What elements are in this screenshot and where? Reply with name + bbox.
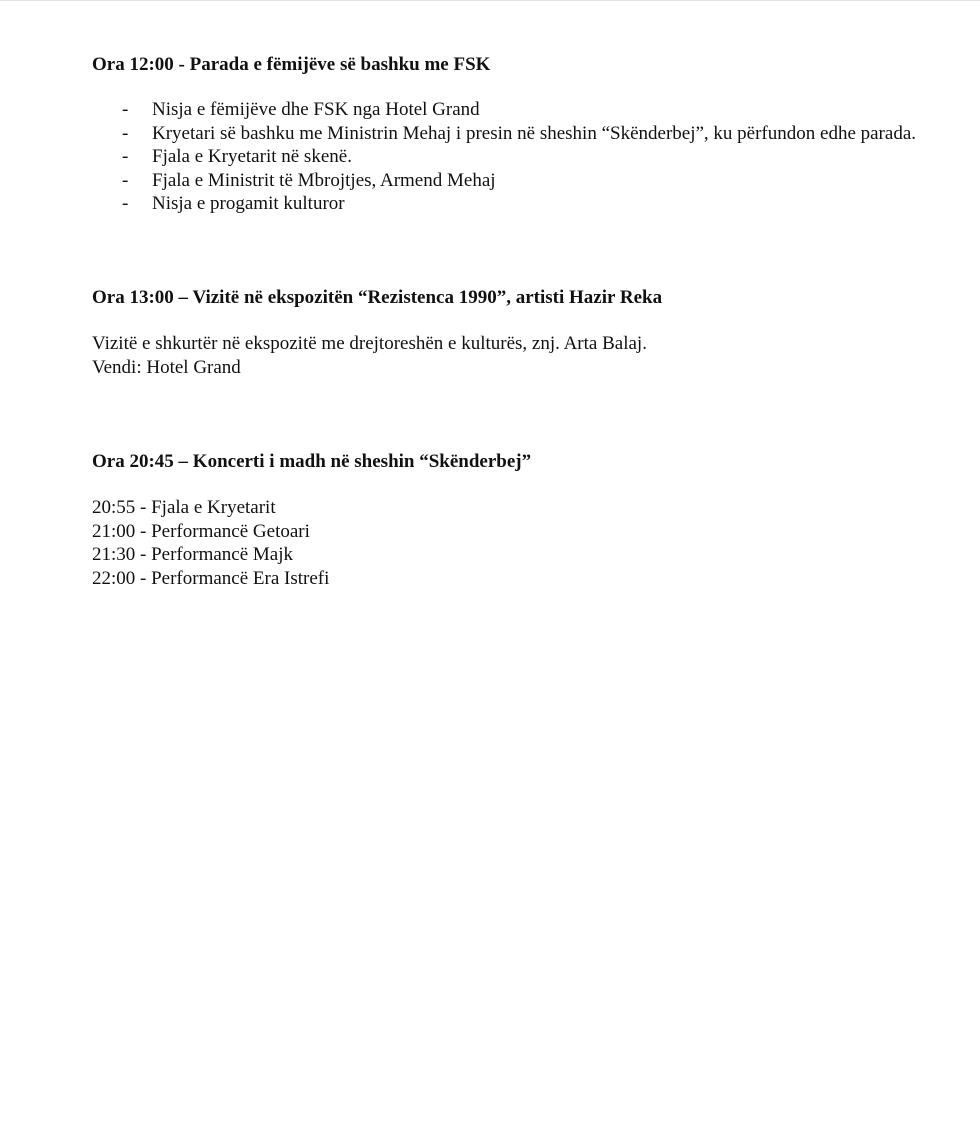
list-item [92,192,920,216]
schedule-line: 21:00 - Performancë Getoari [92,520,310,542]
body-line: Vendi: Hotel Grand [92,356,241,378]
list-item [92,169,920,193]
bullet-dash: - [122,99,129,120]
bullet-dash: - [122,122,129,144]
section-heading: Ora 12:00 - Parada e fëmijëve së bashku me FSK [92,54,491,75]
body-line: Vizitë e shkurtër në ekspozitë me drejtoreshën e kulturës, znj. Arta Balaj. [92,333,647,354]
section-parade [92,53,920,216]
section-heading: Ora 13:00 – Vizitë në ekspozitën “Rezistenca 1990”, artisti Hazir Reka [92,287,663,308]
section-exhibition [92,286,920,379]
list-item [92,98,920,122]
list-item [92,145,920,169]
schedule-line: 22:00 - Performancë Era Istrefi [92,567,330,589]
list-item-text: Nisja e fëmijëve dhe FSK nga Hotel Grand [152,99,480,120]
list-item-text: Fjala e Kryetarit në skenë. [152,146,352,167]
concert-schedule [92,496,920,590]
bullet-list [92,98,920,216]
list-item [92,122,920,146]
list-item-text: Kryetari së bashku me Ministrin Mehaj i presin në sheshin “Skënderbej”, ku përfundon edhe parada. [152,122,916,144]
bullet-dash: - [122,193,129,214]
list-item-text: Nisja e progamit kulturor [152,193,345,214]
schedule-line: 20:55 - Fjala e Kryetarit [92,497,276,518]
section-heading: Ora 20:45 – Koncerti i madh në sheshin “Skënderbej” [92,451,532,472]
bullet-dash: - [122,169,129,191]
bullet-dash: - [122,146,129,167]
section-body [92,332,920,379]
list-item-text: Fjala e Ministrit të Mbrojtjes, Armend Mehaj [152,169,496,191]
section-concert [92,450,920,590]
schedule-line: 21:30 - Performancë Majk [92,544,294,565]
